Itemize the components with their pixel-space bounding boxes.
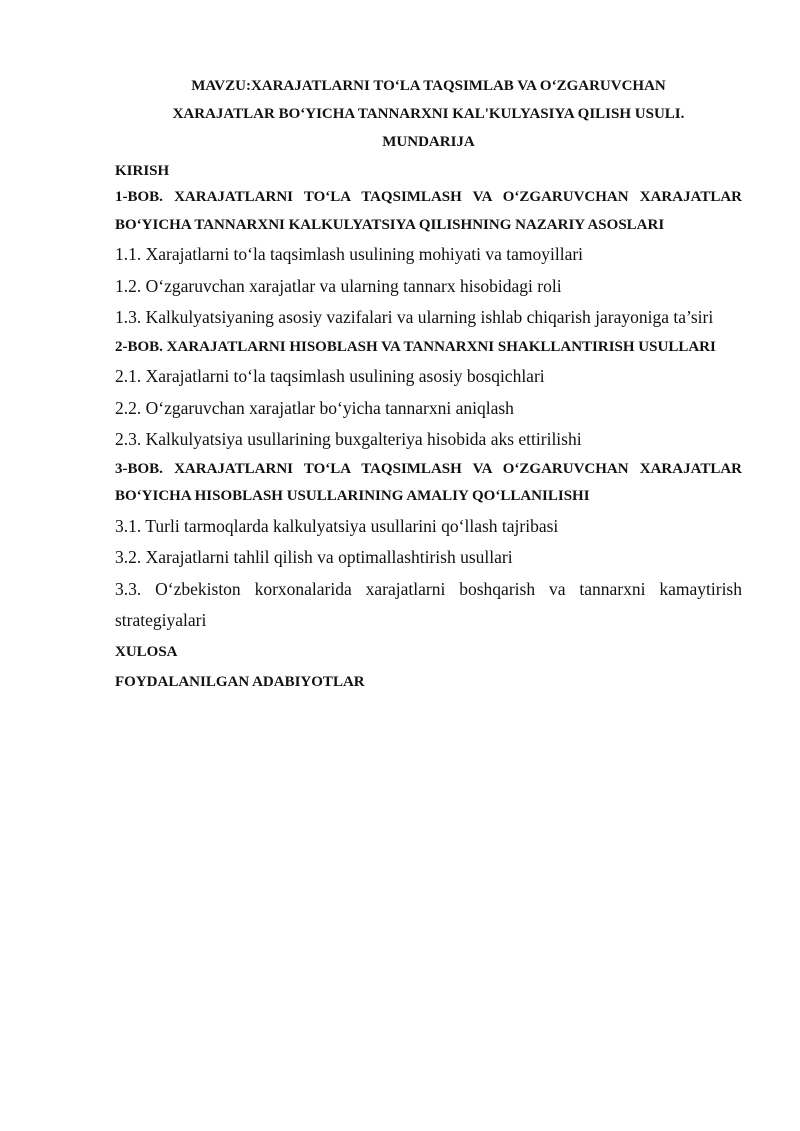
toc-chapter-1-heading: 1-BOB. XARAJATLARNI TO‘LA TAQSIMLASH VA O‘ZGARUVCHAN XARAJATLAR BO‘YICHA TANNARXNI KALKULYATSIYA QILISHNING NAZARIY ASOSLARI bbox=[115, 189, 742, 233]
toc-section-1-2: 1.2. O‘zgaruvchan xarajatlar va ularning tannarx hisobidagi roli bbox=[115, 275, 562, 296]
toc-chapter-3-heading: 3-BOB. XARAJATLARNI TO‘LA TAQSIMLASH VA O‘ZGARUVCHAN XARAJATLAR BO‘YICHA HISOBLASH USULLARINING AMALIY QO‘LLANILISHI bbox=[115, 460, 742, 504]
toc-chapter-2-heading: 2-BOB. XARAJATLARNI HISOBLASH VA TANNARXNI SHAKLLANTIRISH USULLARI bbox=[115, 338, 716, 355]
toc-section-1-1: 1.1. Xarajatlarni to‘la taqsimlash usulining mohiyati va tamoyillari bbox=[115, 244, 584, 264]
toc-entry-references: FOYDALANILGAN ADABIYOTLAR bbox=[115, 673, 365, 690]
toc-entry-conclusion: XULOSA bbox=[115, 643, 178, 660]
document-title-line-1: MAVZU:XARAJATLARNI TO‘LA TAQSIMLAB VA O‘ZGARUVCHAN bbox=[191, 78, 666, 94]
toc-section-3-3: 3.3. O‘zbekiston korxonalarida xarajatlarni boshqarish va tannarxni kamaytirish strategiyalari bbox=[115, 578, 742, 630]
toc-section-3-2: 3.2. Xarajatlarni tahlil qilish va optimallashtirish usullari bbox=[115, 547, 513, 567]
toc-section-3-1: 3.1. Turli tarmoqlarda kalkulyatsiya usullarini qo‘llash tajribasi bbox=[115, 515, 559, 536]
document-title-line-2: XARAJATLAR BO‘YICHA TANNARXNI KAL'KULYASIYA QILISH USULI. bbox=[172, 106, 685, 122]
toc-section-1-3: 1.3. Kalkulyatsiyaning asosiy vazifalari va ularning ishlab chiqarish jarayoniga ta’siri bbox=[115, 307, 714, 327]
toc-section-2-3: 2.3. Kalkulyatsiya usullarining buxgalteriya hisobida aks ettirilishi bbox=[115, 429, 582, 449]
table-of-contents-heading: MUNDARIJA bbox=[382, 134, 475, 150]
toc-section-2-2: 2.2. O‘zgaruvchan xarajatlar bo‘yicha tannarxni aniqlash bbox=[115, 397, 514, 418]
document-page bbox=[115, 72, 742, 697]
toc-entry-introduction: KIRISH bbox=[115, 163, 170, 179]
toc-section-2-1: 2.1. Xarajatlarni to‘la taqsimlash usulining asosiy bosqichlari bbox=[115, 366, 545, 386]
